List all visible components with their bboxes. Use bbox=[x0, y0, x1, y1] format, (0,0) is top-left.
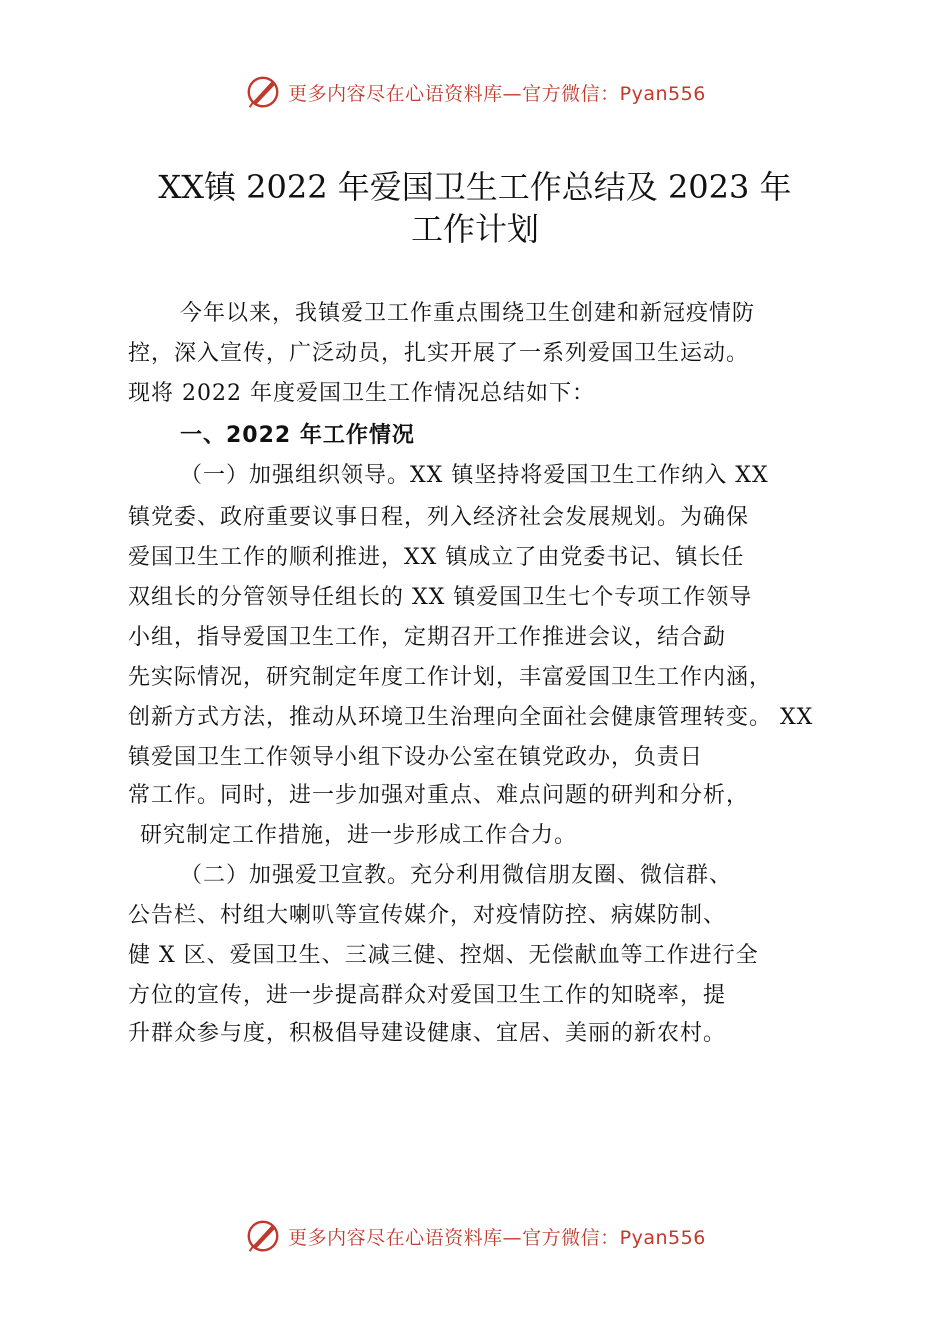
quill-logo-icon bbox=[244, 73, 282, 111]
para1-line: 小组，指导爱国卫生工作，定期召开工作推进会议，结合勐 bbox=[128, 625, 727, 650]
title-line-2: 工作计划 bbox=[410, 210, 539, 248]
para1-line: 镇党委、政府重要议事日程，列入经济社会发展规划。为确保 bbox=[128, 505, 750, 530]
banner-text: 更多内容尽在心语资料库—官方微信：Pyan556 bbox=[288, 82, 706, 105]
title-line-1: XX镇 2022 年爱国卫生工作总结及 2023 年 bbox=[158, 168, 792, 206]
para2-line: （二）加强爱卫宣教。充分利用微信朋友圈、微信群、 bbox=[180, 863, 733, 888]
header-banner bbox=[0, 72, 950, 112]
intro-line: 今年以来，我镇爱卫工作重点围绕卫生创建和新冠疫情防 bbox=[180, 301, 756, 326]
para1-line: 双组长的分管领导任组长的 XX 镇爱国卫生七个专项工作领导 bbox=[128, 585, 753, 610]
para1-line: 创新方式方法，推动从环境卫生治理向全面社会健康管理转变。 XX bbox=[128, 705, 814, 730]
para2-line: 健 X 区、爱国卫生、三减三健、控烟、无偿献血等工作进行全 bbox=[128, 943, 759, 968]
para1-line: 镇爱国卫生工作领导小组下设办公室在镇党政办，负责日 bbox=[128, 745, 704, 770]
para2-line: 升群众参与度，积极倡导建设健康、宜居、美丽的新农村。 bbox=[128, 1021, 727, 1046]
intro-line: 现将 2022 年度爱国卫生工作情况总结如下： bbox=[128, 381, 595, 406]
para2-line: 方位的宣传，进一步提高群众对爱国卫生工作的知晓率，提 bbox=[128, 983, 727, 1008]
intro-line: 控，深入宣传，广泛动员，扎实开展了一系列爱国卫生运动。 bbox=[128, 341, 750, 366]
document-title bbox=[0, 166, 950, 250]
section-heading: 一、2022 年工作情况 bbox=[180, 423, 415, 448]
para2-line: 公告栏、村组大喇叭等宣传媒介，对疫情防控、病媒防制、 bbox=[128, 903, 727, 928]
para1-line: （一）加强组织领导。XX 镇坚持将爱国卫生工作纳入 XX bbox=[180, 463, 769, 488]
para1-line: 常工作。同时，进一步加强对重点、难点问题的研判和分析， bbox=[128, 783, 750, 808]
para1-line: 爱国卫生工作的顺利推进，XX 镇成立了由党委书记、镇长任 bbox=[128, 545, 745, 570]
quill-logo-icon bbox=[244, 1217, 282, 1255]
para1-line: 先实际情况，研究制定年度工作计划，丰富爱国卫生工作内涵， bbox=[128, 665, 773, 690]
banner-text: 更多内容尽在心语资料库—官方微信：Pyan556 bbox=[288, 1226, 706, 1249]
para1-line: 研究制定工作措施，进一步形成工作合力。 bbox=[140, 823, 578, 848]
footer-banner bbox=[0, 1216, 950, 1256]
